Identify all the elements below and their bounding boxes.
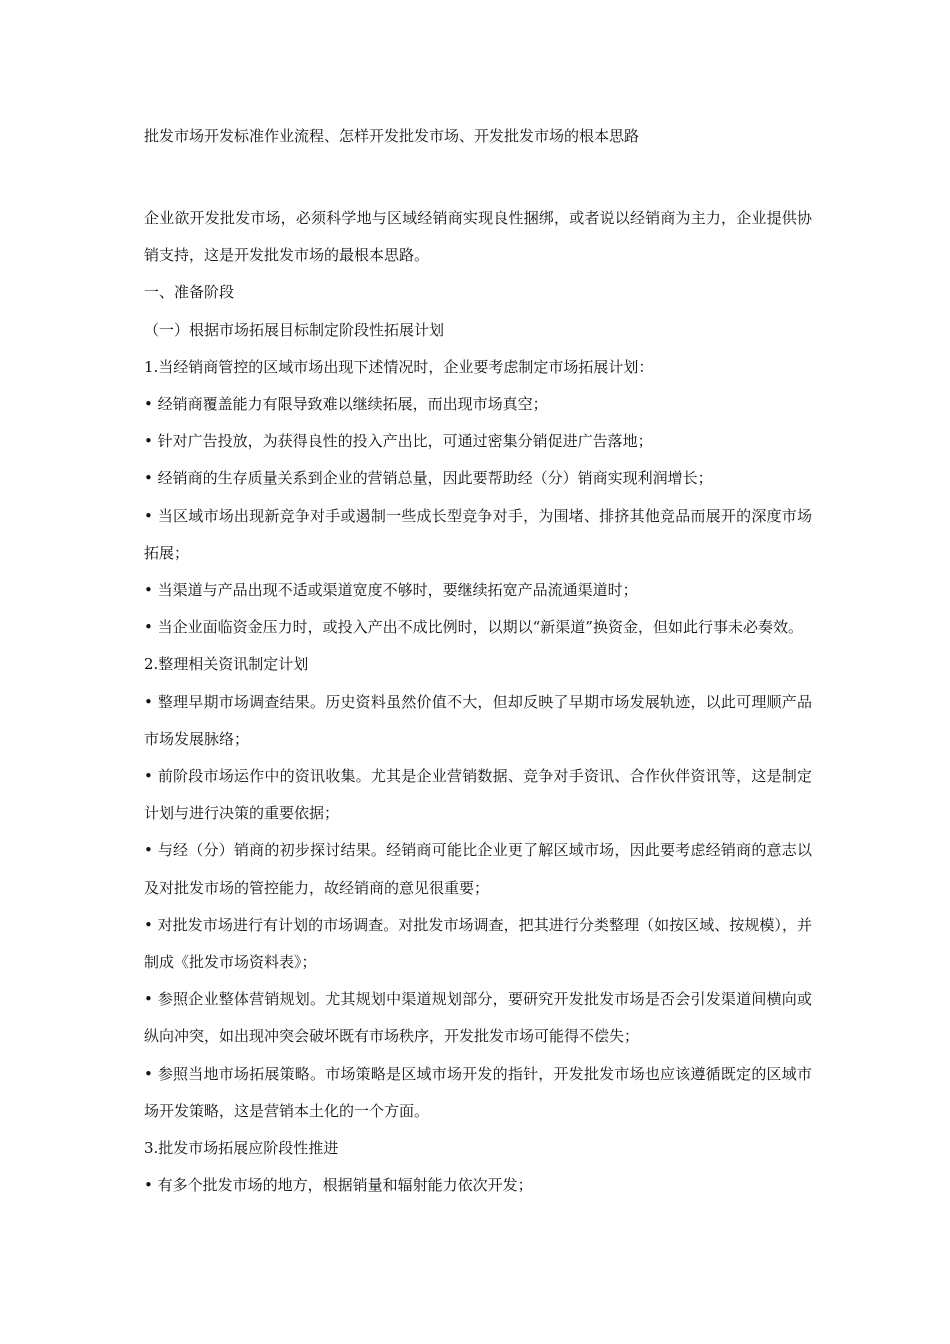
- numbered-item: 3.批发市场拓展应阶段性推进: [144, 1139, 339, 1158]
- bullet-item: • 参照当地市场拓展策略。市场策略是区域市场开发的指针，开发批发市场也应该遵循既定的区域市场开发策略，这是营销本土化的一个方面。: [144, 1064, 812, 1120]
- subsection-heading: （一）根据市场拓展目标制定阶段性拓展计划: [144, 320, 445, 339]
- numbered-item: 2.整理相关资讯制定计划: [144, 655, 309, 674]
- bullet-item: • 当企业面临资金压力时，或投入产出不成比例时，以期以“新渠道”换资金，但如此行事未必奏效。: [144, 618, 803, 637]
- bullet-item: • 经销商的生存质量关系到企业的营销总量，因此要帮助经（分）销商实现利润增长；: [144, 469, 713, 488]
- bullet-item: • 当区域市场出现新竞争对手或遏制一些成长型竞争对手，为围堵、排挤其他竞品而展开的深度市场拓展；: [144, 506, 812, 562]
- bullet-item: • 前阶段市场运作中的资讯收集。尤其是企业营销数据、竞争对手资讯、合作伙伴资讯等，这是制定计划与进行决策的重要依据；: [144, 767, 812, 823]
- document-body: [144, 118, 812, 1204]
- document-title: 批发市场开发标准作业流程、怎样开发批发市场、开发批发市场的根本思路: [144, 127, 640, 145]
- bullet-item: • 经销商覆盖能力有限导致难以继续拓展，而出现市场真空；: [144, 395, 548, 414]
- numbered-item: 1.当经销商管控的区域市场出现下述情况时，企业要考虑制定市场拓展计划：: [144, 357, 654, 376]
- bullet-item: • 针对广告投放，为获得良性的投入产出比，可通过密集分销促进广告落地；: [144, 432, 653, 451]
- bullet-item: • 整理早期市场调查结果。历史资料虽然价值不大，但却反映了早期市场发展轨迹，以此可理顺产品市场发展脉络；: [144, 692, 812, 748]
- paragraph-intro: 企业欲开发批发市场，必须科学地与区域经销商实现良性捆绑，或者说以经销商为主力，企业提供协销支持，这是开发批发市场的最根本思路。: [144, 209, 812, 265]
- bullet-item: • 参照企业整体营销规划。尤其规划中渠道规划部分，要研究开发批发市场是否会引发渠道间横向或纵向冲突，如出现冲突会破坏既有市场秩序，开发批发市场可能得不偿失；: [144, 990, 812, 1046]
- bullet-item: • 当渠道与产品出现不适或渠道宽度不够时，要继续拓宽产品流通渠道时；: [144, 581, 638, 600]
- bullet-item: • 有多个批发市场的地方，根据销量和辐射能力依次开发；: [144, 1176, 533, 1195]
- section-heading: 一、准备阶段: [144, 283, 235, 302]
- bullet-item: • 对批发市场进行有计划的市场调查。对批发市场调查，把其进行分类整理（如按区域、按规模），并制成《批发市场资料表》；: [144, 915, 812, 972]
- bullet-item: • 与经（分）销商的初步探讨结果。经销商可能比企业更了解区域市场，因此要考虑经销商的意志以及对批发市场的管控能力，故经销商的意见很重要；: [144, 841, 812, 897]
